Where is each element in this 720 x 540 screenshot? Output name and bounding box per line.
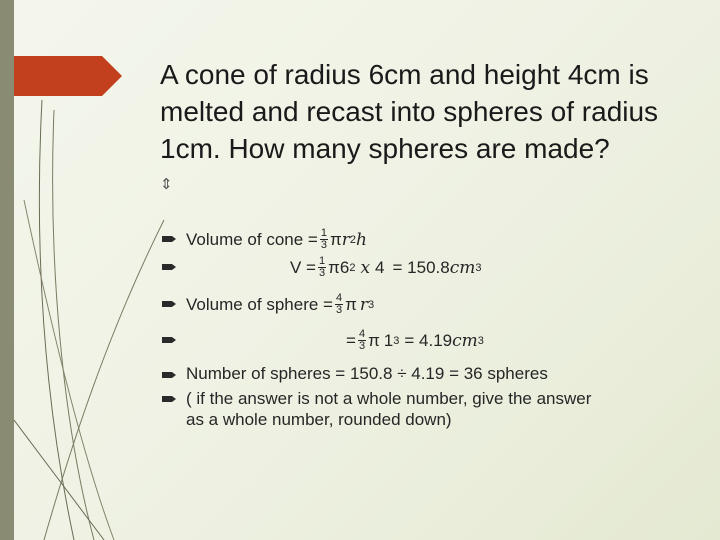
- base-value: 6: [339, 257, 350, 277]
- pencil-bullet-icon: [162, 299, 176, 309]
- exponent: 3: [367, 298, 375, 311]
- unit: cm: [452, 330, 478, 351]
- list-item: [162, 228, 682, 256]
- placeholder-mark-icon: ⇕: [160, 176, 173, 193]
- list-item: [162, 293, 682, 329]
- answer-line: Number of spheres = 150.8 ÷ 4.19 = 36 spheres: [186, 364, 548, 383]
- var-h: h: [355, 229, 367, 250]
- pi-symbol: π: [345, 294, 357, 314]
- line-label: V =: [290, 257, 316, 277]
- list-item: [162, 329, 682, 364]
- slide-title: A cone of radius 6cm and height 4cm is melted and recast into spheres of radius 1cm. How many spheres are made?: [160, 59, 659, 164]
- list-item: [162, 256, 682, 293]
- base-value: 1: [383, 330, 394, 350]
- exponent: 2: [349, 261, 356, 274]
- pi-symbol: π: [328, 257, 340, 277]
- fraction: $\frac{1}{3}$: [319, 255, 326, 279]
- pi-symbol: π: [329, 229, 342, 249]
- list-item: [162, 364, 682, 388]
- list-item: [162, 388, 682, 430]
- var-r: r: [341, 229, 350, 250]
- pencil-bullet-icon: [162, 262, 176, 272]
- pencil-bullet-icon: [162, 335, 176, 345]
- pencil-bullet-icon: [162, 234, 176, 244]
- fraction: $\frac{4}{3}$: [358, 328, 366, 352]
- pi-symbol: π: [368, 330, 380, 350]
- equals: =: [346, 330, 356, 350]
- title-arrow-shape: [14, 56, 122, 96]
- line-label: Volume of sphere =: [186, 294, 333, 314]
- var-r: r: [359, 294, 368, 315]
- cone-volume-value: = 150.8: [392, 257, 450, 277]
- times-x: x: [360, 257, 371, 278]
- unit-exponent: 3: [477, 334, 484, 347]
- note-line-1: ( if the answer is not a whole number, give the answer: [186, 389, 592, 408]
- line-label: Volume of cone =: [186, 229, 318, 249]
- exponent: 2: [349, 233, 356, 246]
- pencil-bullet-icon: [162, 394, 176, 404]
- solution-list: [162, 228, 682, 430]
- fraction: $\frac{1}{3}$: [320, 227, 327, 251]
- note-line-2: as a whole number, rounded down): [186, 410, 452, 429]
- left-band: [0, 0, 14, 540]
- unit-exponent: 3: [475, 261, 482, 274]
- fraction: $\frac{4}{3}$: [335, 292, 343, 316]
- height-value: 4: [375, 257, 385, 277]
- sphere-volume-value: = 4.19: [404, 330, 453, 350]
- pencil-bullet-icon: [162, 370, 176, 380]
- unit: cm: [449, 257, 476, 278]
- exponent: 3: [393, 334, 400, 347]
